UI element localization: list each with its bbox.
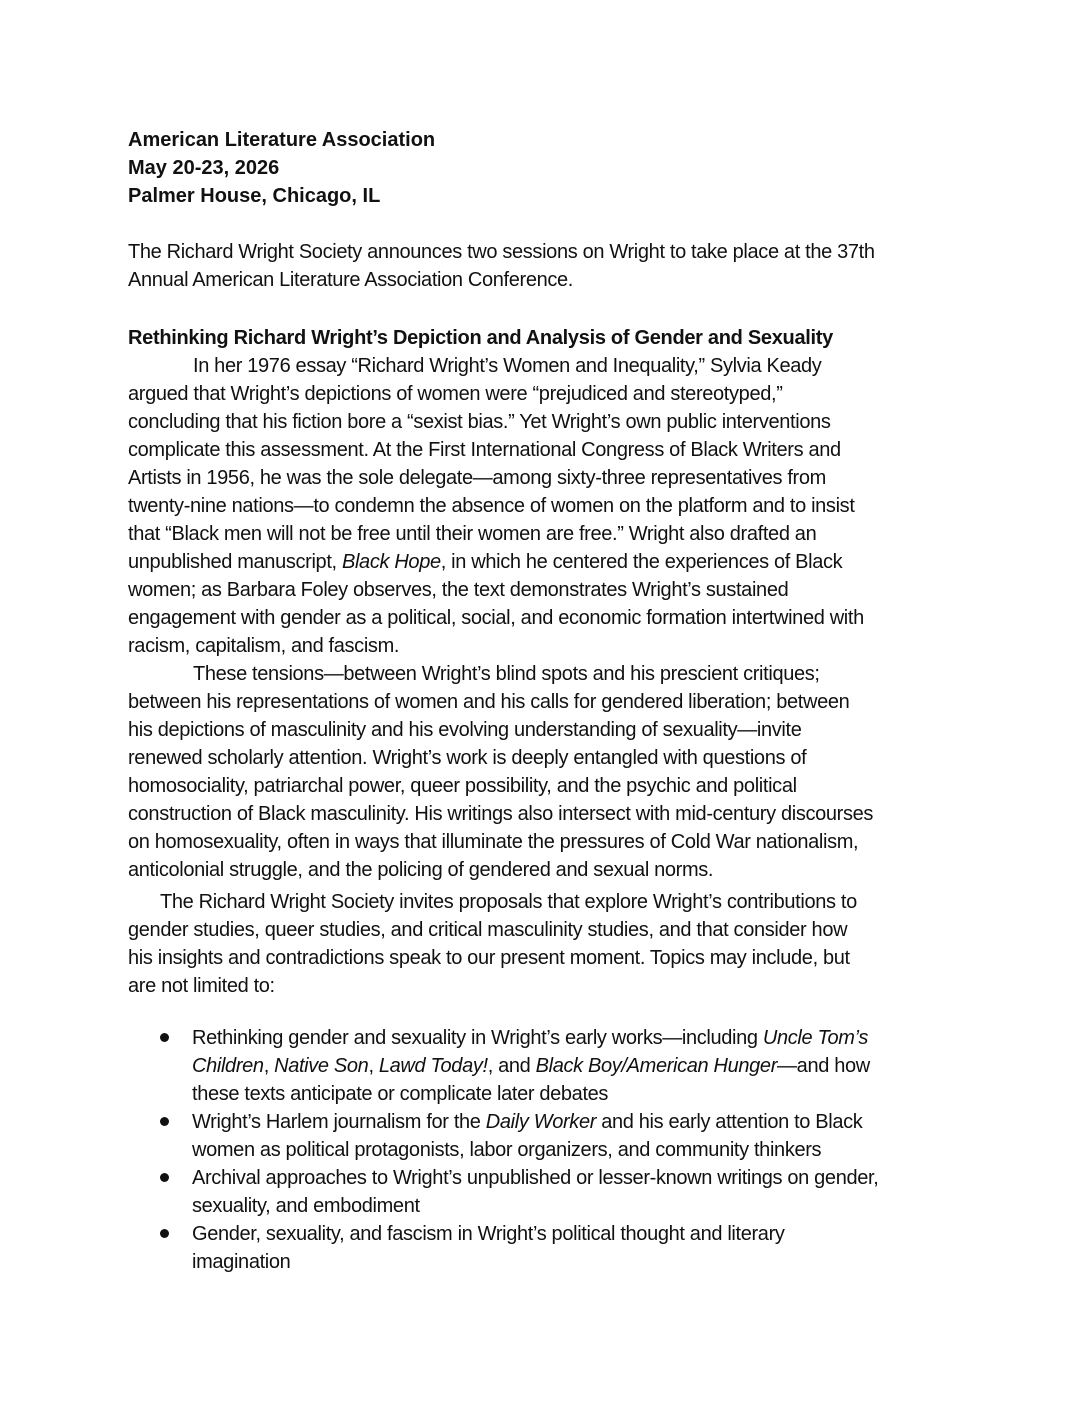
list-item-line: Archival approaches to Wright’s unpublished or lesser-known writings on gender, (192, 1167, 879, 1189)
list-item-line (192, 1108, 862, 1136)
bullet-icon (160, 1229, 169, 1238)
bullet-icon (160, 1033, 169, 1042)
paragraph-line: between his representations of women and his calls for gendered liberation; between (128, 691, 850, 713)
paragraph-line: argued that Wright’s depictions of women were “prejudiced and stereotyped,” (128, 383, 783, 405)
text-run: , (368, 1055, 379, 1077)
text-run: , (263, 1055, 275, 1077)
paragraph-line: twenty-nine nations—to condemn the absence of women on the platform and to insist (128, 495, 855, 517)
list-item-line: imagination (192, 1251, 291, 1273)
paragraph-line: renewed scholarly attention. Wright’s work is deeply entangled with questions of (128, 747, 807, 769)
manuscript-title: Black Hope (341, 551, 441, 573)
session-title: Rethinking Richard Wright’s Depiction and Analysis of Gender and Sexuality (128, 327, 833, 349)
organization-name: American Literature Association (128, 129, 436, 151)
bullet-icon (160, 1117, 169, 1126)
paragraph-line: anticolonial struggle, and the policing of gendered and sexual norms. (128, 859, 714, 881)
paragraph-line: racism, capitalism, and fascism. (128, 635, 400, 657)
paragraph-line: on homosexuality, often in ways that illuminate the pressures of Cold War nationalism, (128, 831, 859, 853)
list-item-line: sexuality, and embodiment (192, 1195, 420, 1217)
list-item-line: Gender, sexuality, and fascism in Wright’s political thought and literary (192, 1223, 785, 1245)
paragraph-line: gender studies, queer studies, and critical masculinity studies, and that consider how (128, 919, 848, 941)
book-title: Native Son (274, 1055, 369, 1077)
paragraph-line: complicate this assessment. At the First International Congress of Black Writers and (128, 439, 841, 461)
text-run: unpublished manuscript, (128, 551, 342, 573)
text-run: —and how (777, 1055, 870, 1077)
paragraph-line: his depictions of masculinity and his evolving understanding of sexuality—invite (128, 719, 802, 741)
conference-dates: May 20-23, 2026 (128, 157, 280, 179)
paragraph-line: women; as Barbara Foley observes, the text demonstrates Wright’s sustained (128, 579, 789, 601)
book-title: Children (192, 1055, 264, 1077)
publication-title: Daily Worker (485, 1111, 597, 1133)
conference-venue: Palmer House, Chicago, IL (128, 185, 381, 207)
text-run: Rethinking gender and sexuality in Wright’s early works—including (192, 1027, 763, 1049)
list-item-line: these texts anticipate or complicate later debates (192, 1083, 609, 1105)
paragraph-line: that “Black men will not be free until their women are free.” Wright also drafted an (128, 523, 817, 545)
list-item-line (192, 1024, 868, 1052)
book-title: Lawd Today! (378, 1055, 488, 1077)
text-run: , and (487, 1055, 536, 1077)
text-run: Wright’s Harlem journalism for the (192, 1111, 486, 1133)
book-title: Black Boy/American Hunger (535, 1055, 778, 1077)
text-run: , in which he centered the experiences of Black (440, 551, 843, 573)
book-title: Uncle Tom’s (762, 1027, 868, 1049)
paragraph-line: homosociality, patriarchal power, queer possibility, and the psychic and political (128, 775, 797, 797)
paragraph-line: construction of Black masculinity. His writings also intersect with mid-century discourses (128, 803, 874, 825)
paragraph-line: The Richard Wright Society invites proposals that explore Wright’s contributions to (160, 891, 857, 913)
paragraph-line: In her 1976 essay “Richard Wright’s Women and Inequality,” Sylvia Keady (193, 355, 822, 377)
intro-line: Annual American Literature Association Conference. (128, 269, 573, 291)
paragraph-line: engagement with gender as a political, social, and economic formation intertwined with (128, 607, 864, 629)
text-run: and his early attention to Black (596, 1111, 863, 1133)
list-item-line (192, 1052, 870, 1080)
list-item-line: women as political protagonists, labor organizers, and community thinkers (192, 1139, 822, 1161)
paragraph-line: are not limited to: (128, 975, 275, 997)
paragraph-line: his insights and contradictions speak to our present moment. Topics may include, but (128, 947, 850, 969)
paragraph-line: Artists in 1956, he was the sole delegate—among sixty-three representatives from (128, 467, 826, 489)
paragraph-line: These tensions—between Wright’s blind spots and his prescient critiques; (193, 663, 820, 685)
bullet-icon (160, 1173, 169, 1182)
paragraph-line: concluding that his fiction bore a “sexist bias.” Yet Wright’s own public interventions (128, 411, 831, 433)
intro-line: The Richard Wright Society announces two sessions on Wright to take place at the 37th (128, 241, 875, 263)
paragraph-line (128, 548, 842, 576)
